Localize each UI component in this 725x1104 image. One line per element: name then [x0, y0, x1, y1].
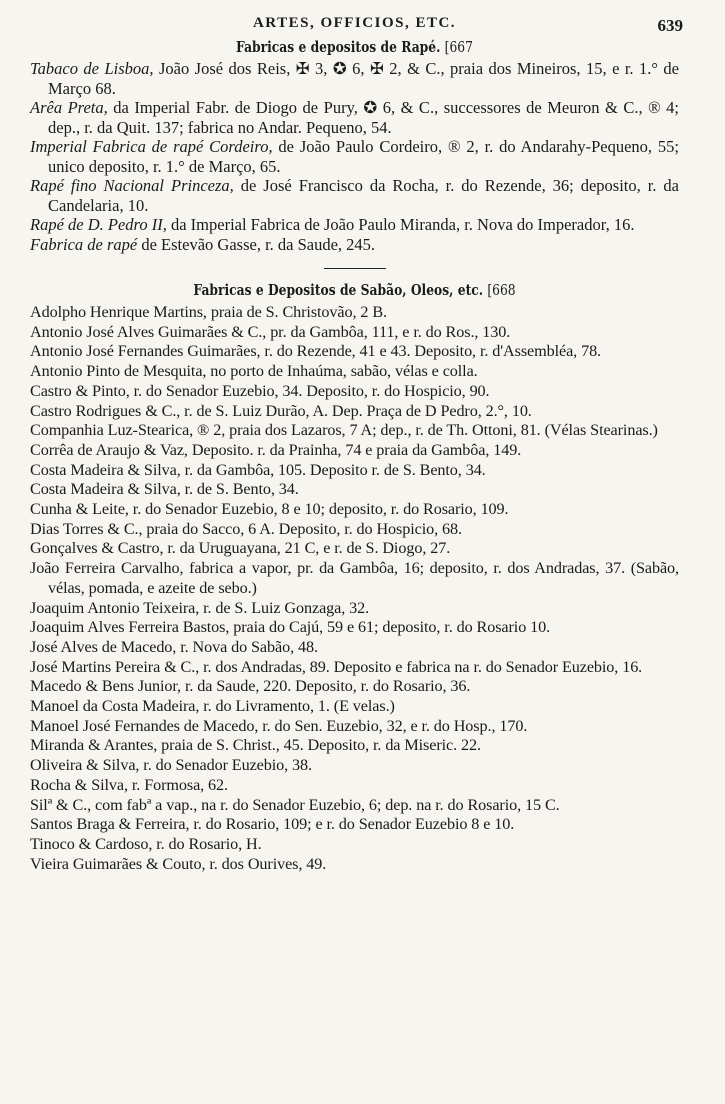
list-item: Costa Madeira & Silva, r. da Gambôa, 105. Deposito r. de S. Bento, 34. — [30, 460, 486, 479]
entry-name: Rapé de D. Pedro II, — [30, 215, 167, 234]
list-item: João Ferreira Carvalho, fabrica a vapor, pr. da Gambôa, 16; deposito, r. dos Andradas, 37. (Sabão, vélas, pomada, e azeite de sebo.) — [30, 559, 679, 597]
section-heading-rape — [88, 38, 620, 56]
entry-text: de Estevão Gasse, r. da Saude, 245. — [137, 234, 376, 254]
list-item — [30, 137, 679, 176]
entry-text: da Imperial Fabrica de João Paulo Miranda, r. Nova do Imperador, 16. — [166, 215, 635, 234]
entry-name: Rapé fino Nacional Princeza, — [30, 176, 234, 195]
entry-name: Imperial Fabrica de rapé Cordeiro, — [30, 137, 273, 156]
section-heading-sabao — [88, 281, 620, 299]
entry-name: Tabaco de Lisboa, — [30, 59, 154, 78]
list-item: Miranda & Arantes, praia de S. Christ., 45. Deposito, r. da Miseric. 22. — [30, 736, 481, 755]
list-item: Manoel José Fernandes de Macedo, r. do Sen. Euzebio, 32, e r. do Hosp., 170. — [30, 716, 528, 735]
list-item — [30, 176, 679, 215]
list-item — [30, 215, 679, 235]
list-item — [30, 235, 679, 255]
list-item: Oliveira & Silva, r. do Senador Euzebio, 38. — [30, 756, 312, 775]
sabao-entry-list — [30, 303, 679, 874]
entry-text: João José dos Reis, ✠ 3, ✪ 6, ✠ 2, & C., praia dos Mineiros, 15, e r. 1.° de Março 68. — [48, 59, 679, 98]
list-item: Dias Torres & C., praia do Sacco, 6 A. Deposito, r. do Hospicio, 68. — [30, 519, 462, 538]
list-item: Macedo & Bens Junior, r. da Saude, 220. Deposito, r. do Rosario, 36. — [30, 677, 471, 696]
entry-name: Arêa Preta, — [30, 98, 108, 117]
list-item: Joaquim Alves Ferreira Bastos, praia do Cajú, 59 e 61; deposito, r. do Rosario 10. — [30, 618, 551, 637]
entry-text: da Imperial Fabr. de Diogo de Pury, ✪ 6, & C., successores de Meuron & C., ® 4; dep., r. da Quit. 137; fabrica no Andar. Pequeno, 54. — [48, 98, 679, 137]
entry-text: de João Paulo Cordeiro, ® 2, r. do Andarahy-Pequeno, 55; unico deposito, r. 1.° de Março, 65. — [48, 137, 679, 176]
section-ref: [668 — [487, 281, 516, 299]
list-item: Castro Rodrigues & C., r. de S. Luiz Durão, A. Dep. Praça de D Pedro, 2.°, 10. — [30, 401, 532, 420]
list-item: Castro & Pinto, r. do Senador Euzebio, 34. Deposito, r. do Hospicio, 90. — [30, 381, 490, 400]
list-item — [30, 98, 679, 137]
list-item: Costa Madeira & Silva, r. de S. Bento, 34. — [30, 480, 299, 499]
list-item: Vieira Guimarães & Couto, r. dos Ourives, 49. — [30, 854, 327, 873]
list-item: Silª & C., com fabª a vap., na r. do Senador Euzebio, 6; dep. na r. do Rosario, 15 C. — [30, 795, 560, 814]
running-title: ARTES, OFFICIOS, ETC. — [252, 15, 457, 31]
list-item: Adolpho Henrique Martins, praia de S. Christovão, 2 B. — [30, 303, 387, 321]
list-item — [30, 59, 679, 98]
section-divider — [324, 268, 386, 269]
list-item: Companhia Luz-Stearica, ® 2, praia dos Lazaros, 7 A; dep., r. de Th. Ottoni, 81. (Vélas Stearinas.) — [30, 421, 658, 440]
list-item: Cunha & Leite, r. do Senador Euzebio, 8 e 10; deposito, r. do Rosario, 109. — [30, 500, 509, 519]
entry-name: Fabrica de rapé — [30, 234, 138, 254]
list-item: Antonio José Fernandes Guimarães, r. do Rezende, 41 e 43. Deposito, r. d'Assembléa, 78. — [30, 342, 602, 361]
list-item: Joaquim Antonio Teixeira, r. de S. Luiz Gonzaga, 32. — [30, 598, 370, 617]
list-item: Santos Braga & Ferreira, r. do Rosario, 109; e r. do Senador Euzebio 8 e 10. — [30, 815, 515, 834]
list-item: Antonio José Alves Guimarães & C., pr. da Gambôa, 111, e r. do Ros., 130. — [30, 322, 511, 341]
list-item: Manoel da Costa Madeira, r. do Livramento, 1. (E velas.) — [30, 697, 395, 716]
rape-entry-list — [30, 59, 679, 254]
page-number: 639 — [657, 16, 683, 35]
list-item: Antonio Pinto de Mesquita, no porto de Inhaúma, sabão, vélas e colla. — [30, 362, 478, 381]
entry-text: de José Francisco da Rocha, r. do Rezende, 36; deposito, r. da Candelaria, 10. — [48, 176, 679, 215]
list-item: José Alves de Macedo, r. Nova do Sabão, 48. — [30, 637, 318, 656]
section-title: Fabricas e depositos de Rapé. — [236, 38, 441, 56]
list-item: Tinoco & Cardoso, r. do Rosario, H. — [30, 834, 262, 853]
list-item: Rocha & Silva, r. Formosa, 62. — [30, 775, 228, 794]
list-item: José Martins Pereira & C., r. dos Andradas, 89. Deposito e fabrica na r. do Senador Euzebio, 16. — [30, 657, 643, 676]
list-item: Corrêa de Araujo & Vaz, Deposito. r. da Prainha, 74 e praia da Gambôa, 149. — [30, 440, 522, 459]
section-ref: [667 — [444, 38, 473, 56]
list-item: Gonçalves & Castro, r. da Uruguayana, 21 C, e r. de S. Diogo, 27. — [30, 539, 451, 558]
running-head — [30, 14, 683, 38]
section-title: Fabricas e Depositos de Sabão, Oleos, etc. — [193, 281, 484, 299]
